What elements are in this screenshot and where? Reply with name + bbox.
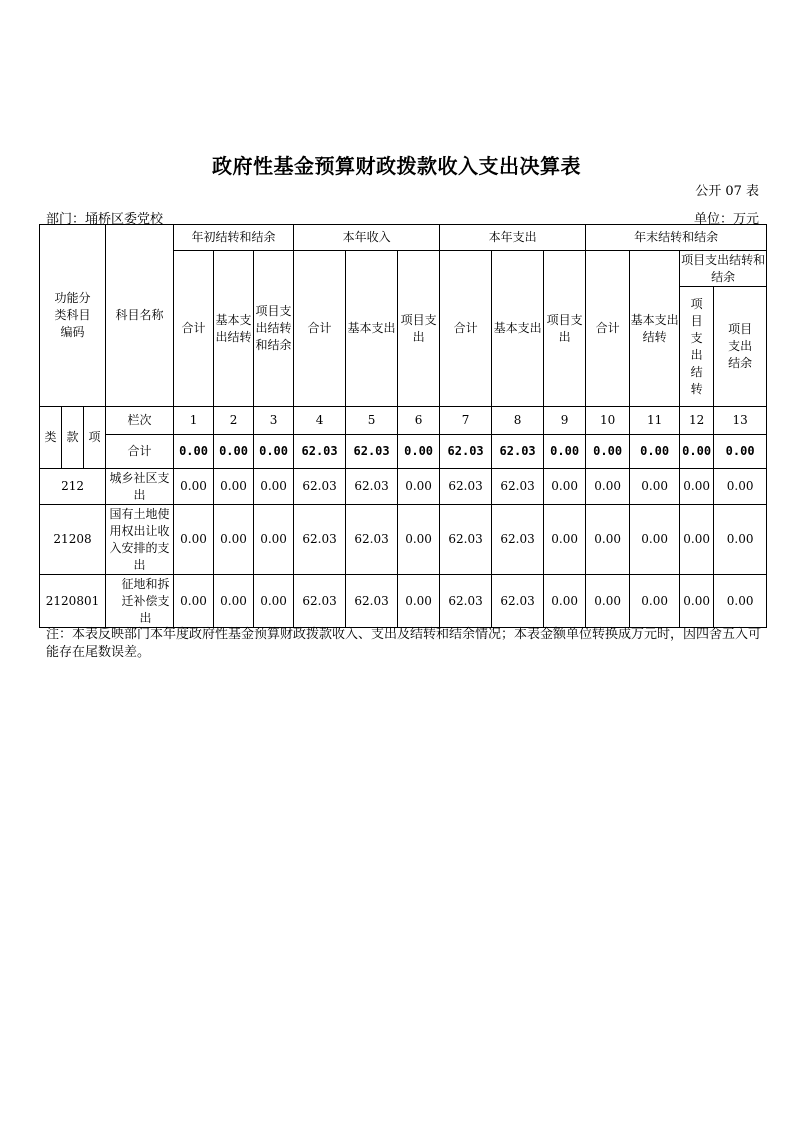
header-expense-total: 合计 [440, 251, 492, 407]
header-end-project-carry: 项目支出结转 [680, 287, 714, 407]
row-name: 国有土地使用权出让收入安排的支出 [106, 505, 174, 575]
row-cell: 62.03 [346, 575, 398, 628]
total-cell: 0.00 [714, 435, 767, 469]
total-cell: 0.00 [254, 435, 294, 469]
row-cell: 0.00 [174, 505, 214, 575]
row-code: 2120801 [40, 575, 106, 628]
header-group-expense: 本年支出 [440, 225, 586, 251]
header-end-basic: 基本支出结转 [630, 251, 680, 407]
row-cell: 0.00 [586, 505, 630, 575]
header-income-project: 项目支出 [398, 251, 440, 407]
row-name: 征地和拆迁补偿支出 [106, 575, 174, 628]
row-cell: 62.03 [440, 575, 492, 628]
header-end-project-group: 项目支出结转和结余 [680, 251, 767, 287]
row-cell: 62.03 [294, 469, 346, 505]
header-end-total: 合计 [586, 251, 630, 407]
table-row [40, 575, 767, 628]
table-row [40, 505, 767, 575]
total-cell: 62.03 [294, 435, 346, 469]
row-cell: 0.00 [544, 505, 586, 575]
row-cell: 0.00 [398, 469, 440, 505]
header-group-income: 本年收入 [294, 225, 440, 251]
col-number: 2 [214, 407, 254, 435]
header-begin-basic: 基本支出结转 [214, 251, 254, 407]
col-number: 10 [586, 407, 630, 435]
col-number: 3 [254, 407, 294, 435]
row-cell: 62.03 [440, 505, 492, 575]
department-label: 部门：埇桥区委党校 [46, 212, 164, 227]
row-cell: 0.00 [214, 575, 254, 628]
row-code: 212 [40, 469, 106, 505]
row-cell: 0.00 [544, 575, 586, 628]
row-cell: 0.00 [680, 469, 714, 505]
row-cell: 62.03 [492, 469, 544, 505]
total-cell: 62.03 [440, 435, 492, 469]
row-cell: 0.00 [398, 575, 440, 628]
total-cell: 0.00 [214, 435, 254, 469]
row-cell: 0.00 [174, 469, 214, 505]
total-cell: 0.00 [544, 435, 586, 469]
col-number: 13 [714, 407, 767, 435]
row-cell: 0.00 [586, 575, 630, 628]
row-cell: 62.03 [492, 505, 544, 575]
unit-label: 单位：万元 [693, 212, 759, 227]
row-cell: 62.03 [440, 469, 492, 505]
col-number: 5 [346, 407, 398, 435]
col-number: 4 [294, 407, 346, 435]
header-subject-name: 科目名称 [106, 225, 174, 407]
row-name: 城乡社区支出 [106, 469, 174, 505]
col-number: 7 [440, 407, 492, 435]
header-expense-project: 项目支出 [544, 251, 586, 407]
row-cell: 62.03 [346, 505, 398, 575]
row-cell: 0.00 [586, 469, 630, 505]
fund-budget-table [39, 224, 767, 628]
total-cell: 0.00 [174, 435, 214, 469]
column-number-row [40, 407, 767, 435]
row-cell: 62.03 [294, 505, 346, 575]
row-cell: 0.00 [680, 505, 714, 575]
col-seq-label: 栏次 [106, 407, 174, 435]
header-row-groups [40, 225, 767, 251]
header-income-total: 合计 [294, 251, 346, 407]
col-number: 1 [174, 407, 214, 435]
total-cell: 0.00 [630, 435, 680, 469]
row-cell: 0.00 [714, 505, 767, 575]
header-begin-total: 合计 [174, 251, 214, 407]
row-cell: 0.00 [254, 575, 294, 628]
total-cell: 62.03 [492, 435, 544, 469]
col-number: 9 [544, 407, 586, 435]
total-cell: 0.00 [398, 435, 440, 469]
header-func-code: 功能分类科目编码 [40, 225, 106, 407]
header-group-end: 年末结转和结余 [586, 225, 767, 251]
header-end-project-surplus: 项目支出结余 [714, 287, 767, 407]
total-cell: 0.00 [586, 435, 630, 469]
header-group-begin: 年初结转和结余 [174, 225, 294, 251]
row-code: 21208 [40, 505, 106, 575]
header-income-basic: 基本支出 [346, 251, 398, 407]
row-cell: 0.00 [214, 469, 254, 505]
form-number: 公开 07 表 [695, 184, 759, 199]
header-kuan: 款 [62, 407, 84, 469]
row-cell: 0.00 [398, 505, 440, 575]
header-begin-project: 项目支出结转和结余 [254, 251, 294, 407]
table-row [40, 469, 767, 505]
total-row [40, 435, 767, 469]
col-number: 6 [398, 407, 440, 435]
total-label: 合计 [106, 435, 174, 469]
row-cell: 62.03 [294, 575, 346, 628]
row-cell: 0.00 [630, 469, 680, 505]
header-lei: 类 [40, 407, 62, 469]
row-cell: 0.00 [630, 505, 680, 575]
row-cell: 0.00 [174, 575, 214, 628]
row-cell: 0.00 [680, 575, 714, 628]
row-cell: 62.03 [346, 469, 398, 505]
row-cell: 0.00 [714, 575, 767, 628]
header-xiang: 项 [84, 407, 106, 469]
row-cell: 0.00 [714, 469, 767, 505]
row-cell: 0.00 [254, 469, 294, 505]
col-number: 12 [680, 407, 714, 435]
total-cell: 62.03 [346, 435, 398, 469]
col-number: 11 [630, 407, 680, 435]
header-expense-basic: 基本支出 [492, 251, 544, 407]
row-cell: 0.00 [630, 575, 680, 628]
total-cell: 0.00 [680, 435, 714, 469]
row-cell: 62.03 [492, 575, 544, 628]
col-number: 8 [492, 407, 544, 435]
page-title: 政府性基金预算财政拨款收入支出决算表 [212, 154, 581, 178]
footnote: 注：本表反映部门本年度政府性基金预算财政拨款收入、支出及结转和结余情况；本表金额单位转换成万元时，因四舍五入可能存在尾数误差。 [46, 627, 762, 660]
row-cell: 0.00 [214, 505, 254, 575]
row-cell: 0.00 [254, 505, 294, 575]
row-cell: 0.00 [544, 469, 586, 505]
